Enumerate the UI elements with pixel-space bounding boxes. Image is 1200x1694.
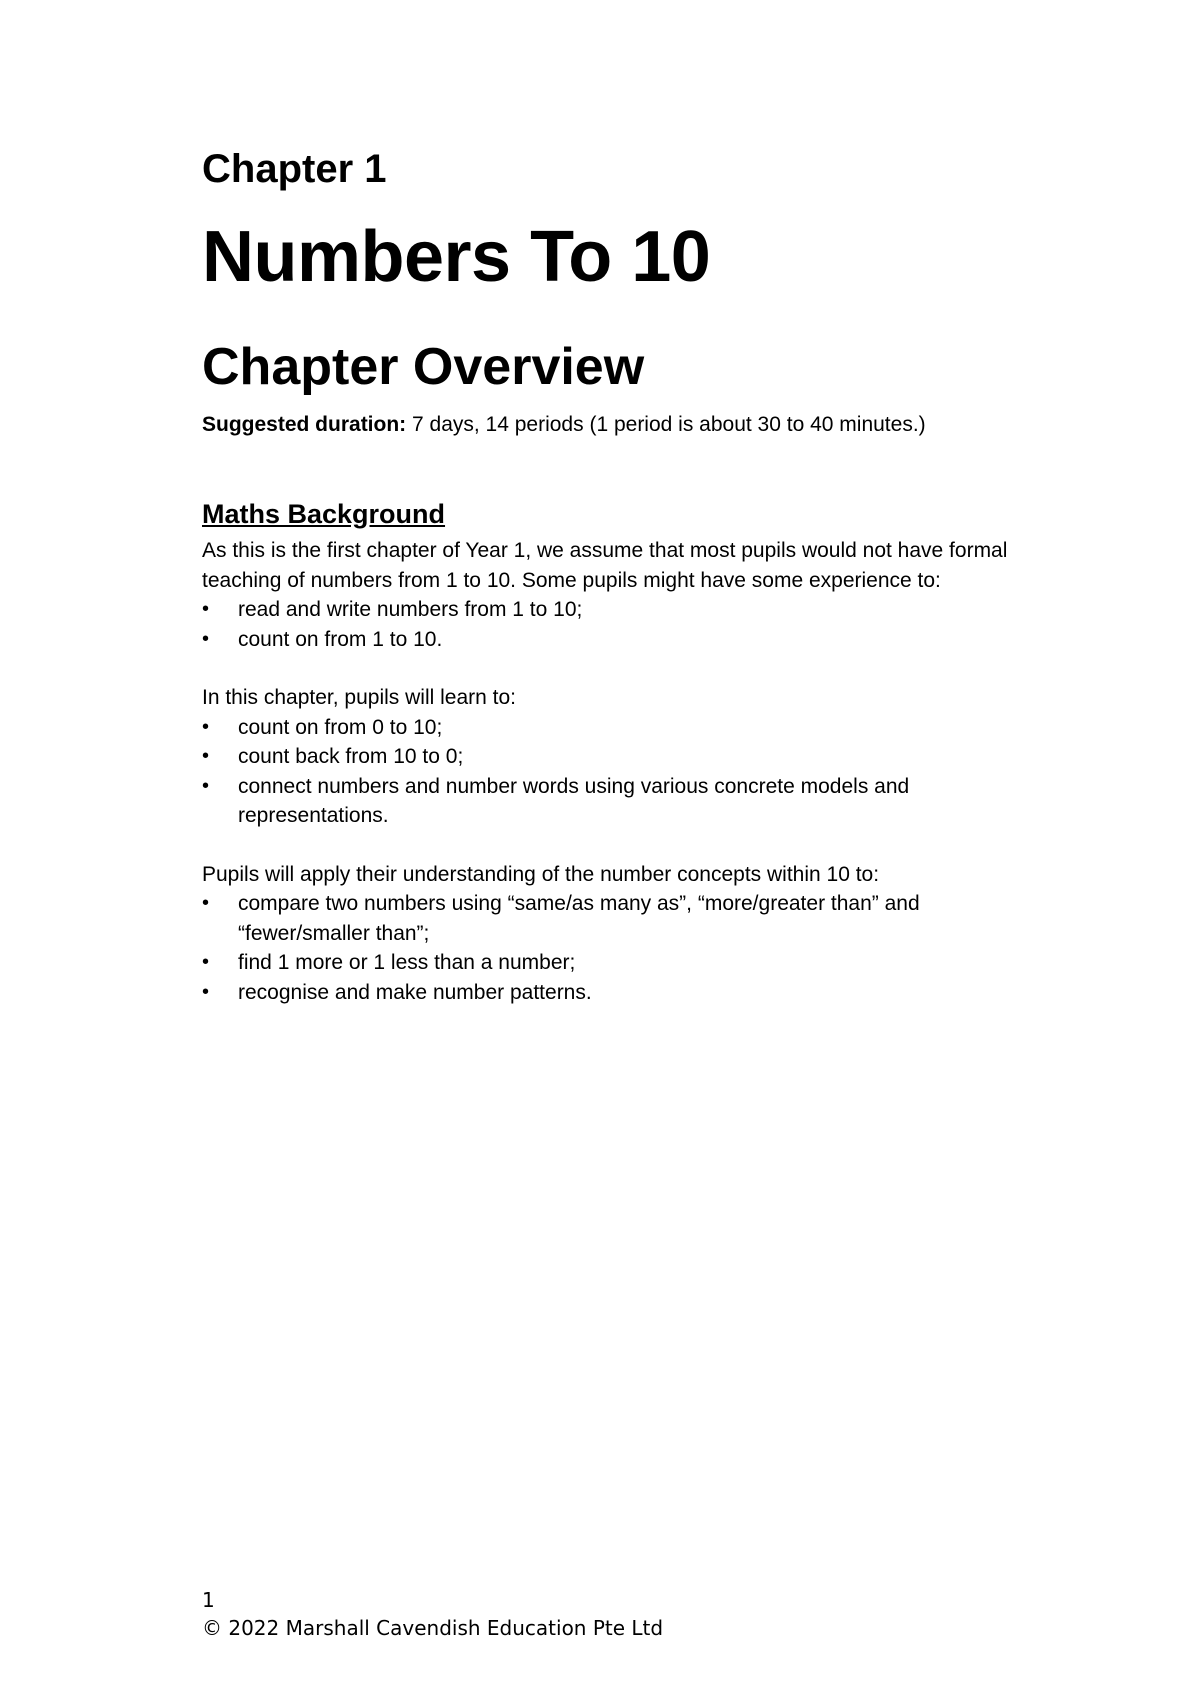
page-footer [202,1586,1022,1642]
paragraph-spacer [202,654,1022,683]
list-item: • count back from 10 to 0; [202,742,1022,772]
page-number: 1 [202,1588,215,1612]
bullet-icon: • [202,627,210,650]
bullet-icon: • [202,892,210,914]
list-item: • compare two numbers using “same/as many as”, “more/greater than” and “fewer/smaller than”; [202,889,1022,948]
apply-intro: Pupils will apply their understanding of the number concepts within 10 to: [202,862,880,886]
learn-intro: In this chapter, pupils will learn to: [202,686,516,709]
chapter-title: Numbers To 10 [202,217,711,297]
chapter-label: Chapter 1 [202,147,387,191]
maths-background-intro: As this is the first chapter of Year 1, we assume that most pupils would not have formal teaching of numbers from 1 to 10. Some pupils might have some experience to: [202,539,1008,592]
suggested-duration [202,410,1022,440]
bullet-icon: • [202,745,210,767]
bullet-icon: • [202,598,210,620]
prior-experience-list [202,595,1022,654]
suggested-duration-value: 7 days, 14 periods (1 period is about 30 to 40 minutes.) [406,413,926,436]
chapter-overview-heading: Chapter Overview [202,338,645,396]
bullet-icon: • [202,715,210,738]
application-list [202,889,1022,1007]
paragraph-spacer [202,831,1022,860]
bullet-icon: • [202,980,210,1003]
list-item: • count on from 1 to 10. [202,625,1022,655]
page-content [202,140,1022,1007]
copyright-notice: © 2022 Marshall Cavendish Education Pte Ltd [202,1616,664,1640]
list-item: • recognise and make number patterns. [202,978,1022,1008]
list-item: • find 1 more or 1 less than a number; [202,948,1022,978]
list-item: • connect numbers and number words using various concrete models and representations. [202,772,1022,831]
learning-goals-list [202,713,1022,831]
suggested-duration-label: Suggested duration: [202,413,407,436]
list-item: • read and write numbers from 1 to 10; [202,595,1022,625]
maths-background-heading: Maths Background [202,499,446,529]
bullet-icon: • [202,774,210,797]
list-item: • count on from 0 to 10; [202,713,1022,743]
bullet-icon: • [202,951,210,973]
